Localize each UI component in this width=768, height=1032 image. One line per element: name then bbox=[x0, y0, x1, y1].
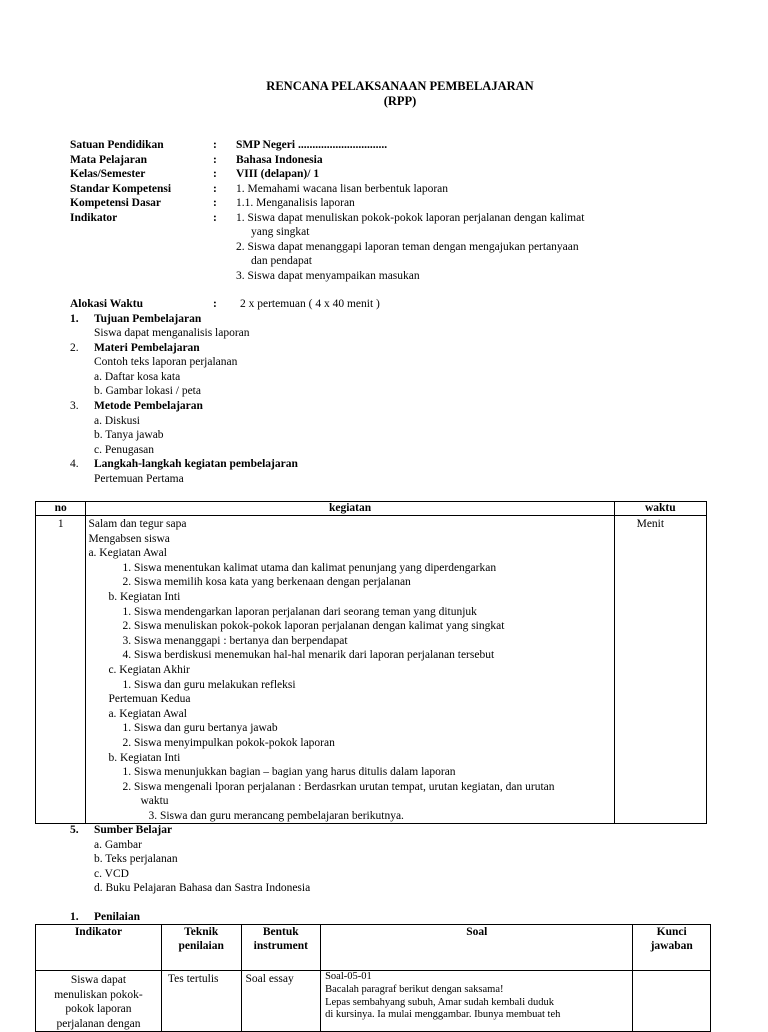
soal-line: di kursinya. Ia mulai menggambar. Ibunya membuat teh bbox=[325, 1009, 561, 1021]
row-kunci bbox=[633, 971, 711, 1032]
kegiatan-line: Mengabsen siswa bbox=[88, 532, 170, 545]
section-line: a. Daftar kosa kata bbox=[94, 370, 181, 383]
meta-value: 1. Memahami wacana lisan berbentuk laporan bbox=[236, 182, 449, 195]
kegiatan-line: 1. Siswa dan guru bertanya jawab bbox=[122, 722, 278, 735]
header-bentuk bbox=[241, 925, 321, 971]
section-line: b. Gambar lokasi / peta bbox=[94, 385, 201, 397]
header-teknik-line: penilaian bbox=[178, 940, 224, 952]
header-kunci-line: Kunci bbox=[656, 926, 687, 938]
meta-label: Satuan Pendidikan bbox=[70, 139, 164, 151]
soal-line: Bacalah paragraf berikut dengan saksama! bbox=[325, 983, 504, 995]
section-line: a. Diskusi bbox=[94, 414, 140, 427]
kegiatan-line: b. Kegiatan Inti bbox=[108, 751, 181, 764]
kegiatan-line: 1. Siswa mendengarkan laporan perjalanan dari seorang teman yang ditunjuk bbox=[122, 605, 477, 618]
meta-colon: : bbox=[213, 182, 217, 195]
header-kegiatan: kegiatan bbox=[86, 502, 614, 516]
section-title: Sumber Belajar bbox=[94, 824, 173, 836]
section-line: Contoh teks laporan perjalanan bbox=[94, 356, 238, 368]
header-bentuk-line: Bentuk bbox=[262, 926, 299, 938]
kegiatan-line: 3. Siswa dan guru merancang pembelajaran berikutnya. bbox=[148, 809, 404, 822]
kegiatan-line: 2. Siswa menyimpulkan pokok-pokok laporan bbox=[122, 736, 335, 749]
kegiatan-table bbox=[35, 501, 707, 824]
header-bentuk-line: instrument bbox=[253, 940, 308, 952]
section-number: 1. bbox=[70, 312, 79, 325]
meta-colon: : bbox=[213, 197, 217, 209]
section-number: 1. bbox=[70, 911, 79, 923]
alokasi-value: 2 x pertemuan ( 4 x 40 menit ) bbox=[240, 298, 380, 310]
header-teknik-line: Teknik bbox=[184, 926, 219, 938]
meta-label: Mata Pelajaran bbox=[70, 153, 147, 166]
indikator-line: 2. Siswa dapat menanggapi laporan teman dengan mengajukan pertanyaan bbox=[236, 240, 579, 253]
indikator-line: menuliskan pokok- bbox=[54, 988, 143, 1001]
kegiatan-cell bbox=[86, 516, 614, 824]
header-kunci-line: jawaban bbox=[650, 940, 693, 952]
meta-colon: : bbox=[213, 168, 217, 180]
row-indikator bbox=[36, 971, 162, 1032]
section-line: b. Tanya jawab bbox=[94, 429, 164, 441]
meta-colon: : bbox=[213, 298, 217, 310]
header-soal: Soal bbox=[321, 925, 633, 971]
meta-colon: : bbox=[213, 139, 217, 151]
row-waktu: Menit bbox=[614, 516, 706, 824]
alokasi-label: Alokasi Waktu bbox=[70, 298, 143, 310]
sumber-line: d. Buku Pelajaran Bahasa dan Sastra Indonesia bbox=[94, 882, 311, 894]
section-number: 3. bbox=[70, 400, 79, 412]
sumber-line: c. VCD bbox=[94, 867, 129, 880]
kegiatan-line: 2. Siswa memilih kosa kata yang berkenaan dengan perjalanan bbox=[122, 576, 411, 589]
kegiatan-line: 1. Siswa dan guru melakukan refleksi bbox=[122, 678, 296, 691]
soal-line: Lepas sembahyang subuh, Amar sudah kembali duduk bbox=[325, 996, 554, 1008]
header-kunci bbox=[633, 925, 711, 971]
meta-value: 1.1. Menganalisis laporan bbox=[236, 197, 355, 209]
section-title: Metode Pembelajaran bbox=[94, 400, 203, 412]
indikator-line: pokok laporan bbox=[65, 1003, 132, 1016]
kegiatan-line: a. Kegiatan Awal bbox=[88, 547, 167, 560]
section-number: 2. bbox=[70, 341, 79, 354]
meta-colon: : bbox=[213, 211, 217, 224]
row-bentuk: Soal essay bbox=[241, 971, 321, 1032]
indikator-line: Siswa dapat bbox=[70, 974, 127, 986]
meta-label: Kompetensi Dasar bbox=[70, 197, 162, 209]
section-title: Penilaian bbox=[94, 911, 141, 923]
kegiatan-line: 2. Siswa mengenali lporan perjalanan : Berdasrkan urutan tempat, urutan kegiatan, dan urutan bbox=[122, 780, 555, 793]
header-no: no bbox=[36, 502, 86, 516]
section-line: Siswa dapat menganalisis laporan bbox=[94, 327, 250, 339]
meta-label: Kelas/Semester bbox=[70, 168, 146, 180]
indikator-line: perjalanan dengan bbox=[56, 1017, 141, 1030]
penilaian-table bbox=[35, 924, 711, 1032]
row-teknik: Tes tertulis bbox=[161, 971, 241, 1032]
page-title: RENCANA PELAKSANAAN PEMBELAJARAN bbox=[266, 79, 534, 93]
kegiatan-line: a. Kegiatan Awal bbox=[108, 707, 187, 720]
meta-colon: : bbox=[213, 153, 217, 166]
meta-value: VIII (delapan)/ 1 bbox=[236, 168, 320, 180]
sumber-line: b. Teks perjalanan bbox=[94, 853, 178, 865]
row-no: 1 bbox=[36, 516, 86, 824]
section-title: Tujuan Pembelajaran bbox=[94, 312, 202, 325]
kegiatan-line: waktu bbox=[140, 795, 169, 808]
kegiatan-line: 1. Siswa menentukan kalimat utama dan kalimat penunjang yang diperdengarkan bbox=[122, 561, 497, 574]
section-number: 5. bbox=[70, 824, 79, 836]
meta-label: Indikator bbox=[70, 211, 118, 224]
indikator-line: 3. Siswa dapat menyampaikan masukan bbox=[236, 269, 420, 282]
meta-label: Standar Kompetensi bbox=[70, 182, 172, 195]
kegiatan-line: 2. Siswa menuliskan pokok-pokok laporan perjalanan dengan kalimat yang singkat bbox=[122, 620, 505, 633]
page-subtitle: (RPP) bbox=[383, 94, 417, 108]
section-line: Pertemuan Pertama bbox=[94, 472, 184, 485]
sumber-line: a. Gambar bbox=[94, 838, 142, 851]
section-line: c. Penugasan bbox=[94, 443, 155, 456]
meta-value: SMP Negeri ............................... bbox=[236, 139, 388, 151]
section-number: 4. bbox=[70, 458, 79, 470]
meta-value: 1. Siswa dapat menuliskan pokok-pokok laporan perjalanan dengan kalimat bbox=[236, 211, 585, 224]
indikator-line: yang singkat bbox=[251, 226, 310, 238]
kegiatan-line: 1. Siswa menunjukkan bagian – bagian yang harus ditulis dalam laporan bbox=[122, 766, 456, 779]
kegiatan-line: Salam dan tegur sapa bbox=[88, 518, 187, 530]
kegiatan-lines bbox=[88, 517, 613, 823]
header-waktu: waktu bbox=[614, 502, 706, 516]
soal-line: Soal-05-01 bbox=[325, 971, 372, 982]
row-soal bbox=[321, 971, 633, 1032]
header-teknik bbox=[161, 925, 241, 971]
meta-value: Bahasa Indonesia bbox=[236, 153, 323, 166]
section-title: Materi Pembelajaran bbox=[94, 341, 200, 354]
kegiatan-line: c. Kegiatan Akhir bbox=[108, 663, 190, 676]
kegiatan-line: b. Kegiatan Inti bbox=[108, 590, 181, 603]
header-indikator: Indikator bbox=[36, 925, 162, 971]
section-title: Langkah-langkah kegiatan pembelajaran bbox=[94, 458, 298, 470]
kegiatan-line: 3. Siswa menanggapi : bertanya dan berpendapat bbox=[122, 634, 348, 647]
indikator-line: dan pendapat bbox=[251, 255, 312, 267]
kegiatan-line: Pertemuan Kedua bbox=[108, 693, 191, 706]
kegiatan-line: 4. Siswa berdiskusi menemukan hal-hal menarik dari laporan perjalanan tersebut bbox=[122, 649, 495, 662]
